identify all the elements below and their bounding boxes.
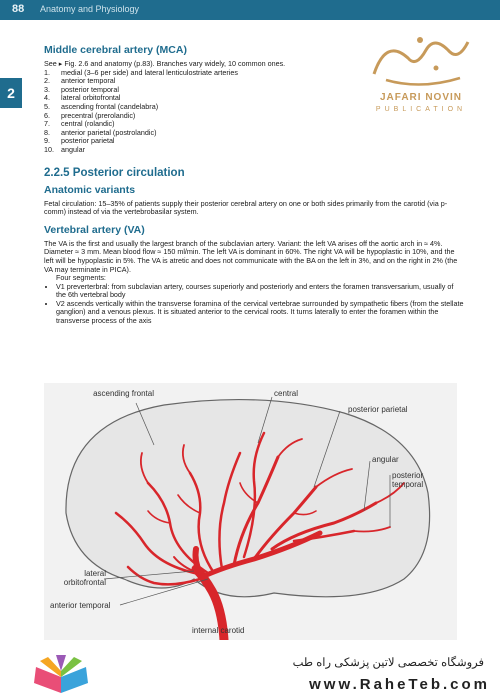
label-posterior-parietal: posterior parietal: [348, 405, 408, 414]
store-url[interactable]: www.RaheTeb.com: [309, 676, 490, 693]
list-item: 2. anterior temporal: [44, 76, 116, 86]
chapter-tab: 2: [0, 78, 22, 108]
list-item: 3. posterior temporal: [44, 84, 119, 94]
mca-branch-list: [44, 69, 464, 155]
running-title: Anatomy and Physiology: [40, 4, 140, 14]
variants-heading: Anatomic variants: [44, 183, 136, 196]
list-item: 8. anterior parietal (postrolandic): [44, 127, 157, 137]
list-item: 5. ascending frontal (candelabra): [44, 101, 159, 111]
list-item: 1. medial (3–6 per side) and lateral lenticulostriate arteries: [44, 67, 238, 77]
list-item: 10. angular: [44, 144, 85, 154]
book-logo-icon: [26, 653, 96, 697]
va-heading: Vertebral artery (VA): [44, 223, 145, 236]
list-item: 4. lateral orbitofrontal: [44, 93, 121, 103]
label-angular: angular: [372, 455, 399, 464]
mca-heading: Middle cerebral artery (MCA): [44, 44, 187, 56]
variants-text: Fetal circulation: 15–35% of patients supply their posterior cerebral artery on one or both sides primarily from the carotid (via p-comm) instead of via the vertebrobasilar system.: [44, 198, 448, 217]
mca-figure: [44, 383, 457, 640]
list-item: 9. posterior parietal: [44, 136, 115, 146]
main-content: [44, 44, 464, 326]
segment-list: [44, 283, 464, 326]
label-posterior-temporal: posterior temporal: [392, 471, 424, 489]
list-item: 7. central (rolandic): [44, 119, 115, 129]
section-heading: 2.2.5 Posterior circulation: [44, 166, 185, 179]
four-segments-label: Four segments:: [56, 273, 106, 283]
label-anterior-temporal: anterior temporal: [50, 601, 111, 610]
page-number: 88: [12, 3, 25, 15]
label-ascending-frontal: ascending frontal: [93, 389, 154, 398]
brain-outline: [66, 400, 430, 597]
list-item: • V2 ascends vertically within the transverse foramina of the cervical vertebrae surrounded by sympathetic fibers (from the stellate ganglion) and a venous plexus. It is situated anterior to the cervical roots. It turns laterally to enter the foramen within the transverse process of the axis: [56, 300, 464, 326]
va-text: The VA is the first and usually the largest branch of the subclavian artery. Variant: the left VA arises off the aortic arch in ≈ 4%. Diameter ≈ 3 mm. Mean blood flow ≈ 150 ml/min. The left VA is dominant in 60%. The right VA will be hypoplastic in 10%, and the left will be hypoplastic in 5%. The VA is atretic and does not communicate with the BA on the left in 3%, and on the right in 2% (the VA may terminate in PICA).: [44, 238, 458, 274]
logo-publication: PUBLICATION: [375, 106, 467, 113]
list-item: 6. precentral (prerolandic): [44, 110, 136, 120]
mca-intro: See ▸ Fig. 2.6 and anatomy (p.83). Branches vary widely, 10 common ones.: [44, 59, 286, 68]
store-text: فروشگاه تخصصی لاتین پزشکی راه طب: [292, 657, 484, 669]
logo-name: JAFARI NOVIN: [379, 92, 462, 103]
label-internal-carotid: internal carotid: [192, 626, 245, 635]
label-central: central: [274, 389, 299, 398]
list-item: • V1 preverterbral: from subclavian artery, courses superiorly and posteriorly and enters the foramen transversarium, usually of the 6th vertebral body: [56, 283, 464, 300]
label-lateral-orbitofrontal: lateral orbitofrontal: [63, 569, 106, 587]
page-header: [0, 0, 500, 20]
